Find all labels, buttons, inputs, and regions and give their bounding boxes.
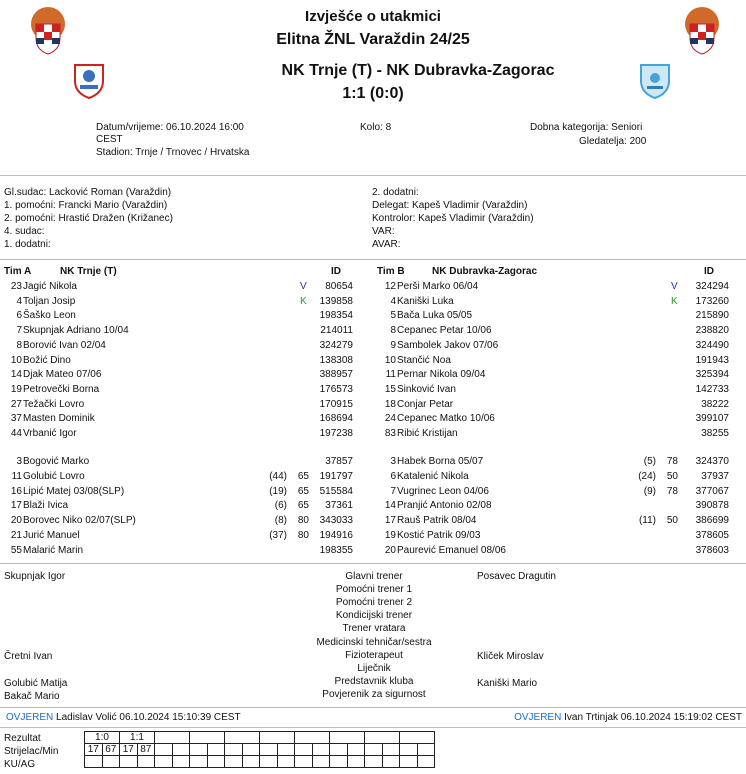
sub-minute: 78 <box>666 485 678 497</box>
sub-name: Blaži Ivica <box>23 500 69 512</box>
player-id: 390878 <box>695 500 729 512</box>
player-name: Skupnjak Adriano 10/04 <box>23 325 129 337</box>
official-entry: Gl.sudac: Lacković Roman (Varaždin) <box>4 187 172 198</box>
official-entry: AVAR: <box>372 239 401 250</box>
player-number: 27 <box>10 398 22 410</box>
player-id: 173260 <box>695 295 729 307</box>
player-id: 324490 <box>695 339 729 351</box>
empty-cell <box>330 732 365 744</box>
empty-cell <box>365 756 383 768</box>
empty-cell <box>400 744 418 756</box>
team-b-coach: Posavec Dragutin <box>477 571 556 582</box>
player-id: 168694 <box>319 413 353 425</box>
player-id: 399107 <box>695 413 729 425</box>
empty-cell <box>120 756 138 768</box>
match-stadium: Stadion: Trnje / Trnovec / Hrvatska <box>96 147 250 158</box>
sub-name: Golubić Lovro <box>23 470 85 482</box>
team-b-label: Tim B <box>377 266 405 277</box>
player-id: 139858 <box>319 295 353 307</box>
sub-number: 17 <box>384 515 396 527</box>
scorer-row <box>85 744 435 756</box>
team-b-id-header: ID <box>704 266 714 277</box>
player-number: 44 <box>10 428 22 439</box>
player-id: 388957 <box>319 369 353 381</box>
player-id: 37361 <box>325 500 353 512</box>
sub-name: Borovec Niko 02/07(SLP) <box>23 515 136 527</box>
player-name: Jagić Nikola <box>23 281 77 292</box>
player-id: 377067 <box>695 485 729 497</box>
empty-cell <box>382 744 400 756</box>
ku-ag-row <box>85 756 435 768</box>
player-name: Kaniški Luka <box>397 295 454 307</box>
sub-name: Vugrinec Leon 04/06 <box>397 485 489 497</box>
player-number: 10 <box>10 354 22 366</box>
sub-name: Katalenić Nikola <box>397 470 469 482</box>
match-round: Kolo: 8 <box>360 122 392 133</box>
goalkeeper-marker: V <box>671 281 678 292</box>
player-id: 176573 <box>319 383 353 395</box>
official-entry: 2. dodatni: <box>372 187 419 198</box>
official-entry: 1. dodatni: <box>4 239 51 250</box>
player-name: Borović Ivan 02/04 <box>23 339 106 351</box>
sub-number: 17 <box>10 500 22 512</box>
sub-replaced: (19) <box>269 485 287 497</box>
sub-replaced: (11) <box>638 515 656 527</box>
player-number: 6 <box>16 310 22 322</box>
minute-cell: 67 <box>102 744 120 756</box>
sub-name: Bogović Marko <box>23 456 90 467</box>
player-name: Šaško Leon <box>23 310 76 322</box>
sub-name: Rauš Patrik 08/04 <box>397 515 477 527</box>
match-score: 1:1 (0:0) <box>342 85 404 102</box>
player-id: 38222 <box>701 398 729 410</box>
empty-cell <box>400 732 435 744</box>
sub-replaced: (24) <box>638 470 656 482</box>
player-number: 19 <box>10 383 22 395</box>
empty-cell <box>172 744 190 756</box>
official-entry: Kontrolor: Kapeš Vladimir (Varaždin) <box>372 213 534 224</box>
empty-cell <box>137 756 155 768</box>
player-number: 5 <box>390 310 396 322</box>
empty-cell <box>365 732 400 744</box>
age-category: Dobna kategorija: Seniori <box>530 122 643 133</box>
staff-role: Liječnik <box>357 662 391 674</box>
empty-cell <box>155 744 173 756</box>
sub-replaced: (9) <box>643 485 656 497</box>
player-name: Toljan Josip <box>23 295 76 307</box>
league-name: Elitna ŽNL Varaždin 24/25 <box>276 31 470 48</box>
sub-number: 6 <box>390 470 396 482</box>
empty-cell <box>190 756 208 768</box>
official-entry: 2. pomoćni: Hrastić Dražen (Križanec) <box>4 213 173 224</box>
staff-role: Pomoćni trener 2 <box>335 597 413 609</box>
empty-cell <box>102 756 120 768</box>
player-number: 8 <box>390 325 396 337</box>
empty-cell <box>277 756 295 768</box>
player-id: 191943 <box>695 354 729 366</box>
player-number: 4 <box>16 295 22 307</box>
sub-number: 19 <box>384 530 396 541</box>
player-name: Masten Dominik <box>23 413 95 425</box>
empty-cell <box>260 732 295 744</box>
empty-cell <box>277 744 295 756</box>
empty-cell <box>242 756 260 768</box>
player-id: 378605 <box>695 530 729 541</box>
sub-minute: 80 <box>297 530 309 541</box>
player-id: 194916 <box>319 530 353 541</box>
player-name: Cepanec Matko 10/06 <box>397 413 495 425</box>
player-id: 138308 <box>319 354 353 366</box>
official-entry: 1. pomoćni: Francki Mario (Varaždin) <box>4 200 168 211</box>
player-name: Vrbanić Igor <box>23 428 77 439</box>
player-name: Petrovečki Borna <box>23 383 100 395</box>
team-a-security: Bakač Mario <box>4 691 60 702</box>
empty-cell <box>207 744 225 756</box>
sub-number: 21 <box>10 530 22 541</box>
official-entry: Delegat: Kapeš Vladimir (Varaždin) <box>372 200 528 211</box>
player-id: 170915 <box>319 398 353 410</box>
staff-role: Povjerenik za sigurnost <box>322 688 426 700</box>
player-number: 4 <box>390 295 396 307</box>
divider <box>0 563 746 564</box>
empty-cell <box>295 756 313 768</box>
sub-minute: 50 <box>666 470 678 482</box>
sub-name: Pranjić Antonio 02/08 <box>397 500 492 512</box>
empty-cell <box>382 756 400 768</box>
empty-cell <box>190 744 208 756</box>
player-id: 80654 <box>325 281 353 292</box>
divider <box>0 727 746 728</box>
player-id: 198354 <box>319 310 353 322</box>
empty-cell <box>190 732 225 744</box>
sub-number: 3 <box>390 456 396 467</box>
staff-role: Glavni trener <box>345 571 403 582</box>
empty-cell <box>85 756 103 768</box>
player-name: Sambolek Jakov 07/06 <box>397 339 499 351</box>
player-id: 197238 <box>319 428 353 439</box>
spectators: Gledatelja: 200 <box>579 136 647 147</box>
sub-number: 7 <box>390 485 396 497</box>
player-name: Djak Mateo 07/06 <box>23 369 102 381</box>
empty-cell <box>242 744 260 756</box>
empty-cell <box>347 756 365 768</box>
divider <box>0 259 746 260</box>
sub-minute: 65 <box>297 500 309 512</box>
captain-marker: K <box>671 295 678 307</box>
player-id: 386699 <box>695 515 729 527</box>
sub-name: Jurić Manuel <box>23 530 80 541</box>
scorer-label: Strijelac/Min <box>4 746 59 757</box>
player-name: Cepanec Petar 10/06 <box>397 325 492 337</box>
player-id: 324294 <box>695 281 729 292</box>
divider <box>0 707 746 708</box>
match-datetime: Datum/vrijeme: 06.10.2024 16:00 <box>96 122 244 133</box>
sub-minute: 80 <box>297 515 309 527</box>
sub-number: 20 <box>10 515 22 527</box>
empty-cell <box>225 756 243 768</box>
player-id: 378603 <box>695 544 729 556</box>
verified-left-text: Ladislav Volić 06.10.2024 15:10:39 CEST <box>56 712 241 723</box>
player-number: 23 <box>10 281 22 292</box>
verified-label: OVJEREN <box>6 712 54 723</box>
sub-replaced: (44) <box>269 470 287 482</box>
player-number: 11 <box>385 369 396 381</box>
sub-minute: 50 <box>666 515 678 527</box>
player-number: 18 <box>384 398 396 410</box>
empty-cell <box>155 732 190 744</box>
empty-cell <box>260 756 278 768</box>
sub-name: Lipić Matej 03/08(SLP) <box>23 485 125 497</box>
empty-cell <box>295 744 313 756</box>
sub-minute: 65 <box>297 470 309 482</box>
player-number: 9 <box>390 339 396 351</box>
verified-label: OVJEREN <box>514 712 562 723</box>
empty-cell <box>312 744 330 756</box>
match-timezone: CEST <box>96 134 123 145</box>
empty-cell <box>295 732 330 744</box>
empty-cell <box>260 744 278 756</box>
team-b-representative: Kaniški Mario <box>477 678 538 689</box>
empty-cell <box>330 756 348 768</box>
player-id: 325394 <box>695 369 729 381</box>
sub-number: 11 <box>11 470 22 482</box>
player-number: 24 <box>384 413 396 425</box>
player-name: Bača Luka 05/05 <box>397 310 473 322</box>
player-name: Conjar Petar <box>397 398 454 410</box>
team-a-id-header: ID <box>331 266 341 277</box>
player-name: Težački Lovro <box>23 398 85 410</box>
match-title: NK Trnje (T) - NK Dubravka-Zagorac <box>281 62 555 79</box>
empty-cell <box>365 744 383 756</box>
player-name: Perši Marko 06/04 <box>397 281 479 292</box>
empty-cell <box>400 756 418 768</box>
player-id: 238820 <box>695 325 729 337</box>
empty-cell <box>172 756 190 768</box>
scorer-cell: 17 <box>85 744 103 756</box>
score-cell: 1:1 <box>120 732 155 744</box>
player-id: 38255 <box>701 428 729 439</box>
player-id: 324279 <box>319 339 353 351</box>
sub-name: Kostić Patrik 09/03 <box>397 530 481 541</box>
player-id: 324370 <box>695 456 729 467</box>
verified-right-text: Ivan Trtinjak 06.10.2024 15:19:02 CEST <box>564 712 742 723</box>
staff-role: Medicinski tehničar/sestra <box>316 636 432 648</box>
official-entry: 4. sudac: <box>4 226 45 237</box>
player-name: Ribić Kristijan <box>397 428 458 439</box>
player-number: 14 <box>10 369 22 381</box>
sub-name: Paurević Emanuel 08/06 <box>397 544 506 556</box>
team-b-physio: Kliček Miroslav <box>477 651 544 662</box>
player-id: 198355 <box>319 544 353 556</box>
staff-role: Fizioterapeut <box>345 649 403 661</box>
team-a-label: Tim A <box>4 266 32 277</box>
empty-cell <box>417 744 435 756</box>
sub-replaced: (5) <box>643 456 656 467</box>
report-title: Izvješće o utakmici <box>305 8 441 25</box>
empty-cell <box>347 744 365 756</box>
score-cell: 1:0 <box>85 732 120 744</box>
result-table <box>84 731 435 768</box>
player-name: Pernar Nikola 09/04 <box>397 369 486 381</box>
result-label: Rezultat <box>4 733 41 744</box>
team-a-name: NK Trnje (T) <box>60 266 117 277</box>
staff-role: Kondicijski trener <box>335 610 413 622</box>
player-id: 142733 <box>695 383 729 395</box>
empty-cell <box>155 756 173 768</box>
player-number: 15 <box>384 383 396 395</box>
sub-minute: 78 <box>666 456 678 467</box>
player-number: 12 <box>384 281 396 292</box>
sub-number: 3 <box>16 456 22 467</box>
player-name: Božić Dino <box>23 354 71 366</box>
player-number: 7 <box>16 325 22 337</box>
player-number: 10 <box>384 354 396 366</box>
team-a-physio: Čretni Ivan <box>4 651 53 662</box>
divider <box>0 175 746 176</box>
result-row <box>85 732 435 744</box>
sub-number: 16 <box>10 485 22 497</box>
team-b-name: NK Dubravka-Zagorac <box>432 266 538 277</box>
sub-name: Malarić Marin <box>23 544 84 556</box>
team-a-coach: Skupnjak Igor <box>4 571 66 582</box>
player-name: Sinković Ivan <box>397 383 456 395</box>
sub-number: 14 <box>384 500 396 512</box>
player-id: 215890 <box>695 310 729 322</box>
player-id: 214011 <box>320 325 353 337</box>
captain-marker: K <box>300 295 307 307</box>
sub-minute: 65 <box>297 485 309 497</box>
sub-replaced: (6) <box>274 500 287 512</box>
staff-role: Pomoćni trener 1 <box>335 584 413 596</box>
verified-right <box>514 712 742 724</box>
official-entry: VAR: <box>372 226 395 237</box>
goalkeeper-marker: V <box>300 281 307 292</box>
player-number: 8 <box>16 339 22 351</box>
player-number: 37 <box>10 413 22 425</box>
staff-role: Predstavnik kluba <box>334 675 414 687</box>
sub-number: 55 <box>10 544 22 556</box>
empty-cell <box>312 756 330 768</box>
player-id: 37937 <box>701 470 729 482</box>
sub-replaced: (8) <box>274 515 287 527</box>
verified-left <box>6 712 241 724</box>
empty-cell <box>417 756 435 768</box>
player-name: Stančić Noa <box>397 354 451 366</box>
staff-role: Trener vratara <box>342 623 406 635</box>
scorer-cell: 17 <box>120 744 138 756</box>
player-id: 515584 <box>319 485 353 497</box>
empty-cell <box>225 732 260 744</box>
empty-cell <box>225 744 243 756</box>
ku-ag-label: KU/AG <box>4 759 36 770</box>
team-a-representative: Golubić Matija <box>4 678 68 689</box>
sub-number: 20 <box>384 544 396 556</box>
minute-cell: 87 <box>137 744 155 756</box>
player-id: 343033 <box>319 515 353 527</box>
sub-name: Habek Borna 05/07 <box>397 456 484 467</box>
player-id: 37857 <box>325 456 353 467</box>
empty-cell <box>330 744 348 756</box>
sub-replaced: (37) <box>269 530 287 541</box>
player-number: 83 <box>384 428 396 439</box>
player-id: 191797 <box>319 470 353 482</box>
empty-cell <box>207 756 225 768</box>
